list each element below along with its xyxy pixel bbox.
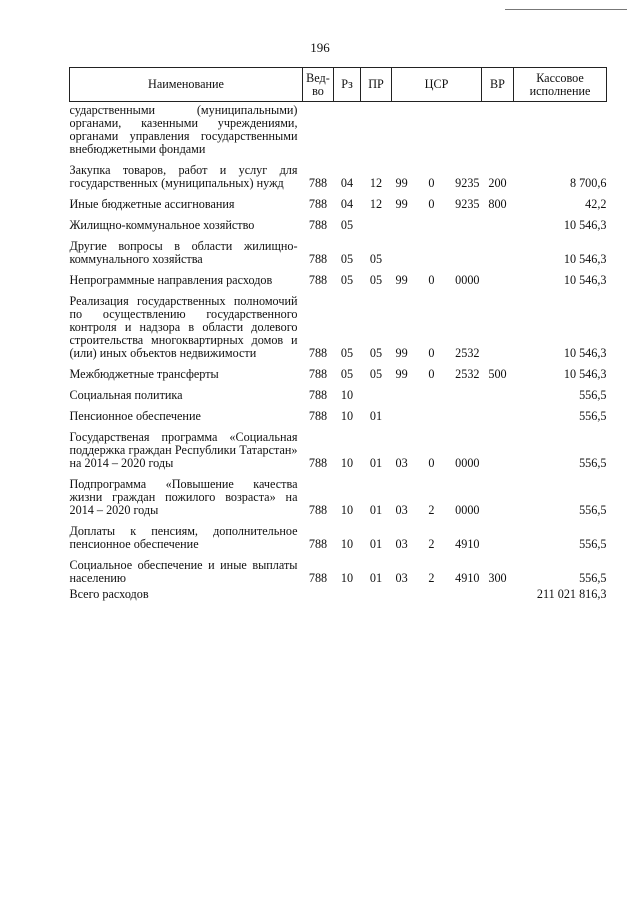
- row-sum: 8 700,6: [569, 176, 607, 190]
- row-rz: 10: [340, 388, 354, 402]
- row-csr-program: 03: [395, 537, 408, 551]
- row-ved: 788: [308, 176, 328, 190]
- row-csr: [392, 156, 482, 190]
- row-pr: 01: [369, 409, 383, 423]
- row-name: Закупка товаров, работ и услуг для государственных (муниципальных) нужд: [69, 163, 298, 190]
- row-csr-parts: [392, 572, 482, 585]
- table-row: [70, 402, 607, 423]
- row-name: Социальная политика: [69, 388, 183, 402]
- row-name: Иные бюджетные ассигнования: [69, 197, 235, 211]
- row-csr-subprogram: 2: [428, 503, 435, 517]
- table-row: [70, 423, 607, 470]
- row-rz: 10: [340, 456, 354, 470]
- header-ved: Вед-во: [303, 68, 334, 102]
- row-rz: 04: [340, 176, 354, 190]
- row-csr: [392, 360, 482, 381]
- page-number: 196: [310, 40, 330, 55]
- row-ved: 788: [308, 409, 328, 423]
- row-vr: [482, 402, 514, 423]
- row-rz: 10: [340, 571, 354, 585]
- row-rz: 05: [340, 367, 354, 381]
- header-rz: Рз: [334, 68, 361, 102]
- scan-artifact-line: [505, 9, 627, 10]
- table-header-row: [70, 68, 607, 102]
- row-csr-subprogram: 0: [428, 273, 435, 287]
- table-row: [70, 517, 607, 551]
- row-csr-program: 99: [395, 367, 408, 381]
- row-csr-subprogram: 2: [428, 537, 435, 551]
- row-pr: [361, 211, 392, 232]
- row-csr-subprogram: 2: [428, 571, 435, 585]
- row-csr: [392, 232, 482, 266]
- total-sum: 211 021 816,3: [536, 587, 607, 601]
- row-csr-parts: [392, 368, 482, 381]
- table-row: [70, 266, 607, 287]
- row-csr-direction: 9235: [455, 176, 480, 190]
- row-sum: 556,5: [579, 388, 607, 402]
- row-rz: 10: [340, 409, 354, 423]
- row-ved: 788: [308, 456, 328, 470]
- row-csr-subprogram: 0: [428, 346, 435, 360]
- row-csr-program: 03: [395, 503, 408, 517]
- row-ved: 788: [308, 367, 328, 381]
- row-vr: [482, 517, 514, 551]
- total-label: Всего расходов: [69, 587, 149, 601]
- row-sum: 556,5: [579, 503, 607, 517]
- row-rz: 10: [340, 503, 354, 517]
- row-pr: 12: [369, 197, 383, 211]
- row-csr: [392, 423, 482, 470]
- row-csr-parts: [392, 198, 482, 211]
- row-csr-parts: [392, 177, 482, 190]
- row-ved: 788: [308, 503, 328, 517]
- row-csr-direction: 0000: [455, 503, 480, 517]
- row-csr: [392, 402, 482, 423]
- row-csr: [392, 470, 482, 517]
- row-csr-subprogram: 0: [428, 176, 435, 190]
- row-vr: [482, 470, 514, 517]
- row-pr: 01: [369, 456, 383, 470]
- row-pr: 12: [369, 176, 383, 190]
- row-csr-direction: 0000: [455, 273, 480, 287]
- continuation-row: [70, 102, 607, 157]
- row-csr-parts: [392, 274, 482, 287]
- row-csr-subprogram: 0: [428, 367, 435, 381]
- row-csr-program: 03: [395, 456, 408, 470]
- row-ved: 788: [308, 537, 328, 551]
- total-row: [70, 585, 607, 601]
- row-ved: 788: [308, 346, 328, 360]
- row-sum: 10 546,3: [563, 273, 607, 287]
- table-row: [70, 360, 607, 381]
- row-ved: 788: [308, 218, 328, 232]
- row-rz: 05: [340, 252, 354, 266]
- row-csr-direction: 4910: [455, 571, 480, 585]
- row-rz: 05: [340, 273, 354, 287]
- row-rz: 10: [340, 537, 354, 551]
- row-ved: 788: [308, 197, 328, 211]
- header-name: Наименование: [70, 68, 303, 102]
- row-name: Доплаты к пенсиям, дополнительное пенсионное обеспечение: [69, 524, 298, 551]
- row-pr: 01: [369, 571, 383, 585]
- row-csr-parts: [392, 538, 482, 551]
- row-csr-direction: 2532: [455, 367, 480, 381]
- row-csr: [392, 287, 482, 360]
- row-ved: 788: [308, 388, 328, 402]
- row-csr-parts: [392, 504, 482, 517]
- row-csr-program: 99: [395, 197, 408, 211]
- table-row: [70, 211, 607, 232]
- row-csr: [392, 551, 482, 585]
- row-sum: 10 546,3: [563, 218, 607, 232]
- row-vr: [482, 423, 514, 470]
- row-csr: [392, 266, 482, 287]
- row-name: Межбюджетные трансферты: [69, 367, 219, 381]
- row-name: Другие вопросы в области жилищно-коммунального хозяйства: [69, 239, 298, 266]
- row-csr-subprogram: 0: [428, 197, 435, 211]
- row-vr: [482, 211, 514, 232]
- row-vr: 800: [488, 197, 507, 211]
- row-csr-program: 99: [395, 346, 408, 360]
- row-vr: 500: [488, 367, 507, 381]
- row-sum: 556,5: [579, 571, 607, 585]
- row-csr-subprogram: 0: [428, 456, 435, 470]
- row-name: Пенсионное обеспечение: [69, 409, 201, 423]
- row-sum: 556,5: [579, 409, 607, 423]
- row-ved: 788: [308, 571, 328, 585]
- header-pr: ПР: [361, 68, 392, 102]
- row-ved: 788: [308, 273, 328, 287]
- row-rz: 04: [340, 197, 354, 211]
- row-csr: [392, 381, 482, 402]
- table-row: [70, 287, 607, 360]
- row-name: Социальное обеспечение и иные выплаты населению: [69, 558, 298, 585]
- row-pr: 01: [369, 537, 383, 551]
- expenditure-table: [69, 67, 607, 601]
- row-csr: [392, 211, 482, 232]
- row-csr-parts: [392, 457, 482, 470]
- table-row: [70, 190, 607, 211]
- row-csr-direction: 0000: [455, 456, 480, 470]
- table-row: [70, 232, 607, 266]
- row-csr-program: 99: [395, 176, 408, 190]
- row-name: Государственая программа «Социальная поддержка граждан Республики Татарстан» на 2014 – 2020 годы: [69, 430, 298, 470]
- row-name: Подпрограмма «Повышение качества жизни граждан пожилого возраста» на 2014 – 2020 годы: [69, 477, 298, 517]
- row-csr-direction: 4910: [455, 537, 480, 551]
- row-csr-direction: 2532: [455, 346, 480, 360]
- header-csr: ЦСР: [392, 68, 482, 102]
- row-csr-direction: 9235: [455, 197, 480, 211]
- table-row: [70, 551, 607, 585]
- row-pr: 05: [369, 273, 383, 287]
- row-pr: [361, 381, 392, 402]
- row-csr: [392, 190, 482, 211]
- table-row: [70, 381, 607, 402]
- row-name: Непрограммные направления расходов: [69, 273, 273, 287]
- row-pr: 01: [369, 503, 383, 517]
- row-name: Реализация государственных полномочий по осуществлению государственного контроля и надзора в области долевого строительства многоквартирных домов и (или) иных объектов недвижимости: [69, 294, 298, 360]
- header-sum: Кассовое исполнение: [514, 68, 607, 102]
- row-pr: 05: [369, 252, 383, 266]
- row-rz: 05: [340, 218, 354, 232]
- row-pr: 05: [369, 346, 383, 360]
- table-row: [70, 156, 607, 190]
- row-sum: 556,5: [579, 456, 607, 470]
- row-csr: [392, 517, 482, 551]
- row-vr: [482, 287, 514, 360]
- header-vr: ВР: [482, 68, 514, 102]
- row-sum: 10 546,3: [563, 346, 607, 360]
- row-pr: 05: [369, 367, 383, 381]
- row-sum: 10 546,3: [563, 252, 607, 266]
- row-sum: 42,2: [585, 197, 607, 211]
- table-row: [70, 470, 607, 517]
- row-ved: 788: [308, 252, 328, 266]
- row-csr-program: 99: [395, 273, 408, 287]
- row-vr: [482, 232, 514, 266]
- row-vr: [482, 266, 514, 287]
- row-csr-parts: [392, 347, 482, 360]
- row-sum: 556,5: [579, 537, 607, 551]
- row-csr-program: 03: [395, 571, 408, 585]
- row-vr: 300: [488, 571, 507, 585]
- row-name: Жилищно-коммунальное хозяйство: [69, 218, 255, 232]
- row-vr: [482, 381, 514, 402]
- row-vr: 200: [488, 176, 507, 190]
- row-sum: 10 546,3: [563, 367, 607, 381]
- continuation-text: сударственными (муниципальными) органами, казенными учреждениями, органами управления государственными внебюджетными фондами: [69, 103, 298, 156]
- row-rz: 05: [340, 346, 354, 360]
